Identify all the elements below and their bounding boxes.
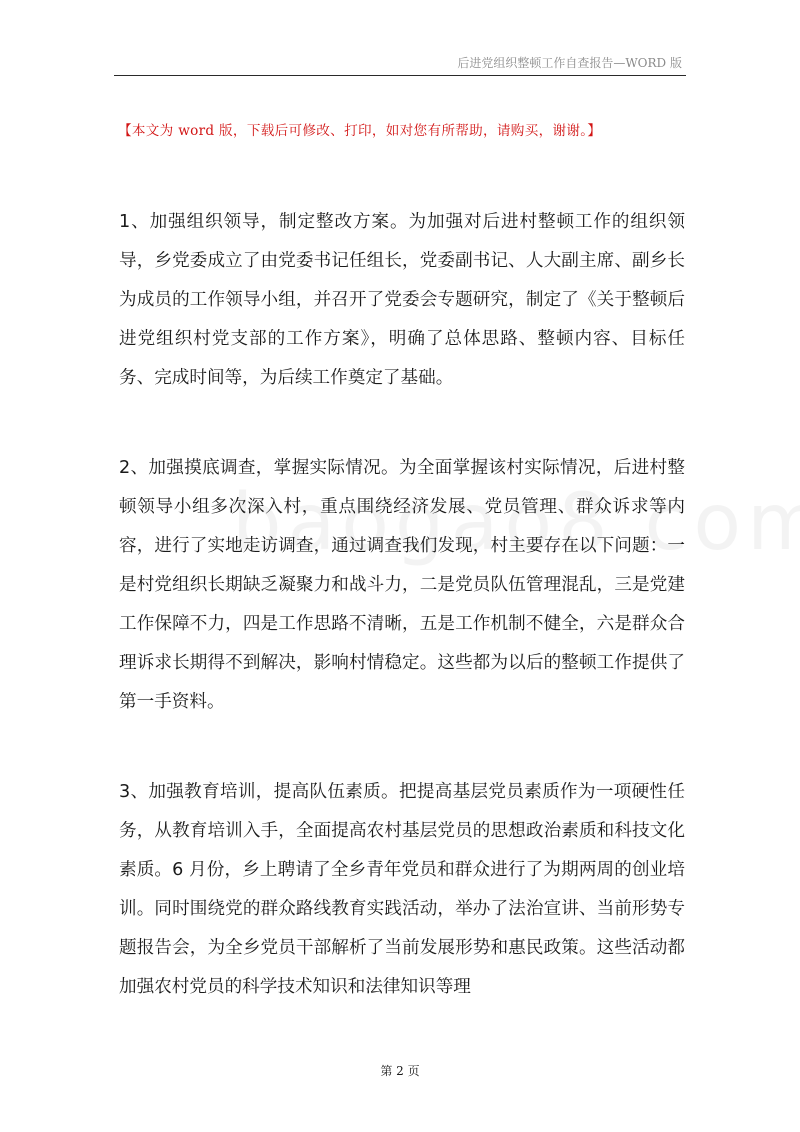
purchase-notice: 【本文为 word 版，下载后可修改、打印，如对您有所帮助，请购买，谢谢。】	[118, 123, 602, 139]
document-body	[119, 203, 685, 1007]
header-divider	[114, 75, 686, 76]
paragraph-1: 1、加强组织领导，制定整改方案。为加强对后进村整顿工作的组织领导，乡党委成立了由党委书记任组长，党委副书记、人大副主席、副乡长为成员的工作领导小组，并召开了党委会专题研究，制定了《关于整顿后进党组织村党支部的工作方案》，明确了总体思路、整顿内容、目标任务、完成时间等，为后续工作奠定了基础。	[119, 212, 685, 388]
paragraph-2: 2、加强摸底调查，掌握实际情况。为全面掌握该村实际情况，后进村整顿领导小组多次深入村，重点围绕经济发展、党员管理、群众诉求等内容，进行了实地走访调查，通过调查我们发现，村主要存在以下问题：一是村党组织长期缺乏凝聚力和战斗力，二是党员队伍管理混乱，三是党建工作保障不力，四是工作思路不清晰，五是工作机制不健全，六是群众合理诉求长期得不到解决，影响村情稳定。这些都为以后的整顿工作提供了第一手资料。	[119, 458, 685, 712]
page-number: 第 2 页	[380, 1064, 420, 1078]
running-header-title: 后进党组织整顿工作自查报告—WORD 版	[457, 56, 682, 70]
paragraph-3: 3、加强教育培训，提高队伍素质。把提高基层党员素质作为一项硬性任务，从教育培训入手，全面提高农村基层党员的思想政治素质和科技文化素质。6 月份，乡上聘请了全乡青年党员和群众进行了为期两周的创业培训。同时围绕党的群众路线教育实践活动，举办了法治宣讲、当前形势专题报告会，为全乡党员干部解析了当前发展形势和惠民政策。这些活动都加强农村党员的科学技术知识和法律知识等理	[119, 782, 685, 997]
